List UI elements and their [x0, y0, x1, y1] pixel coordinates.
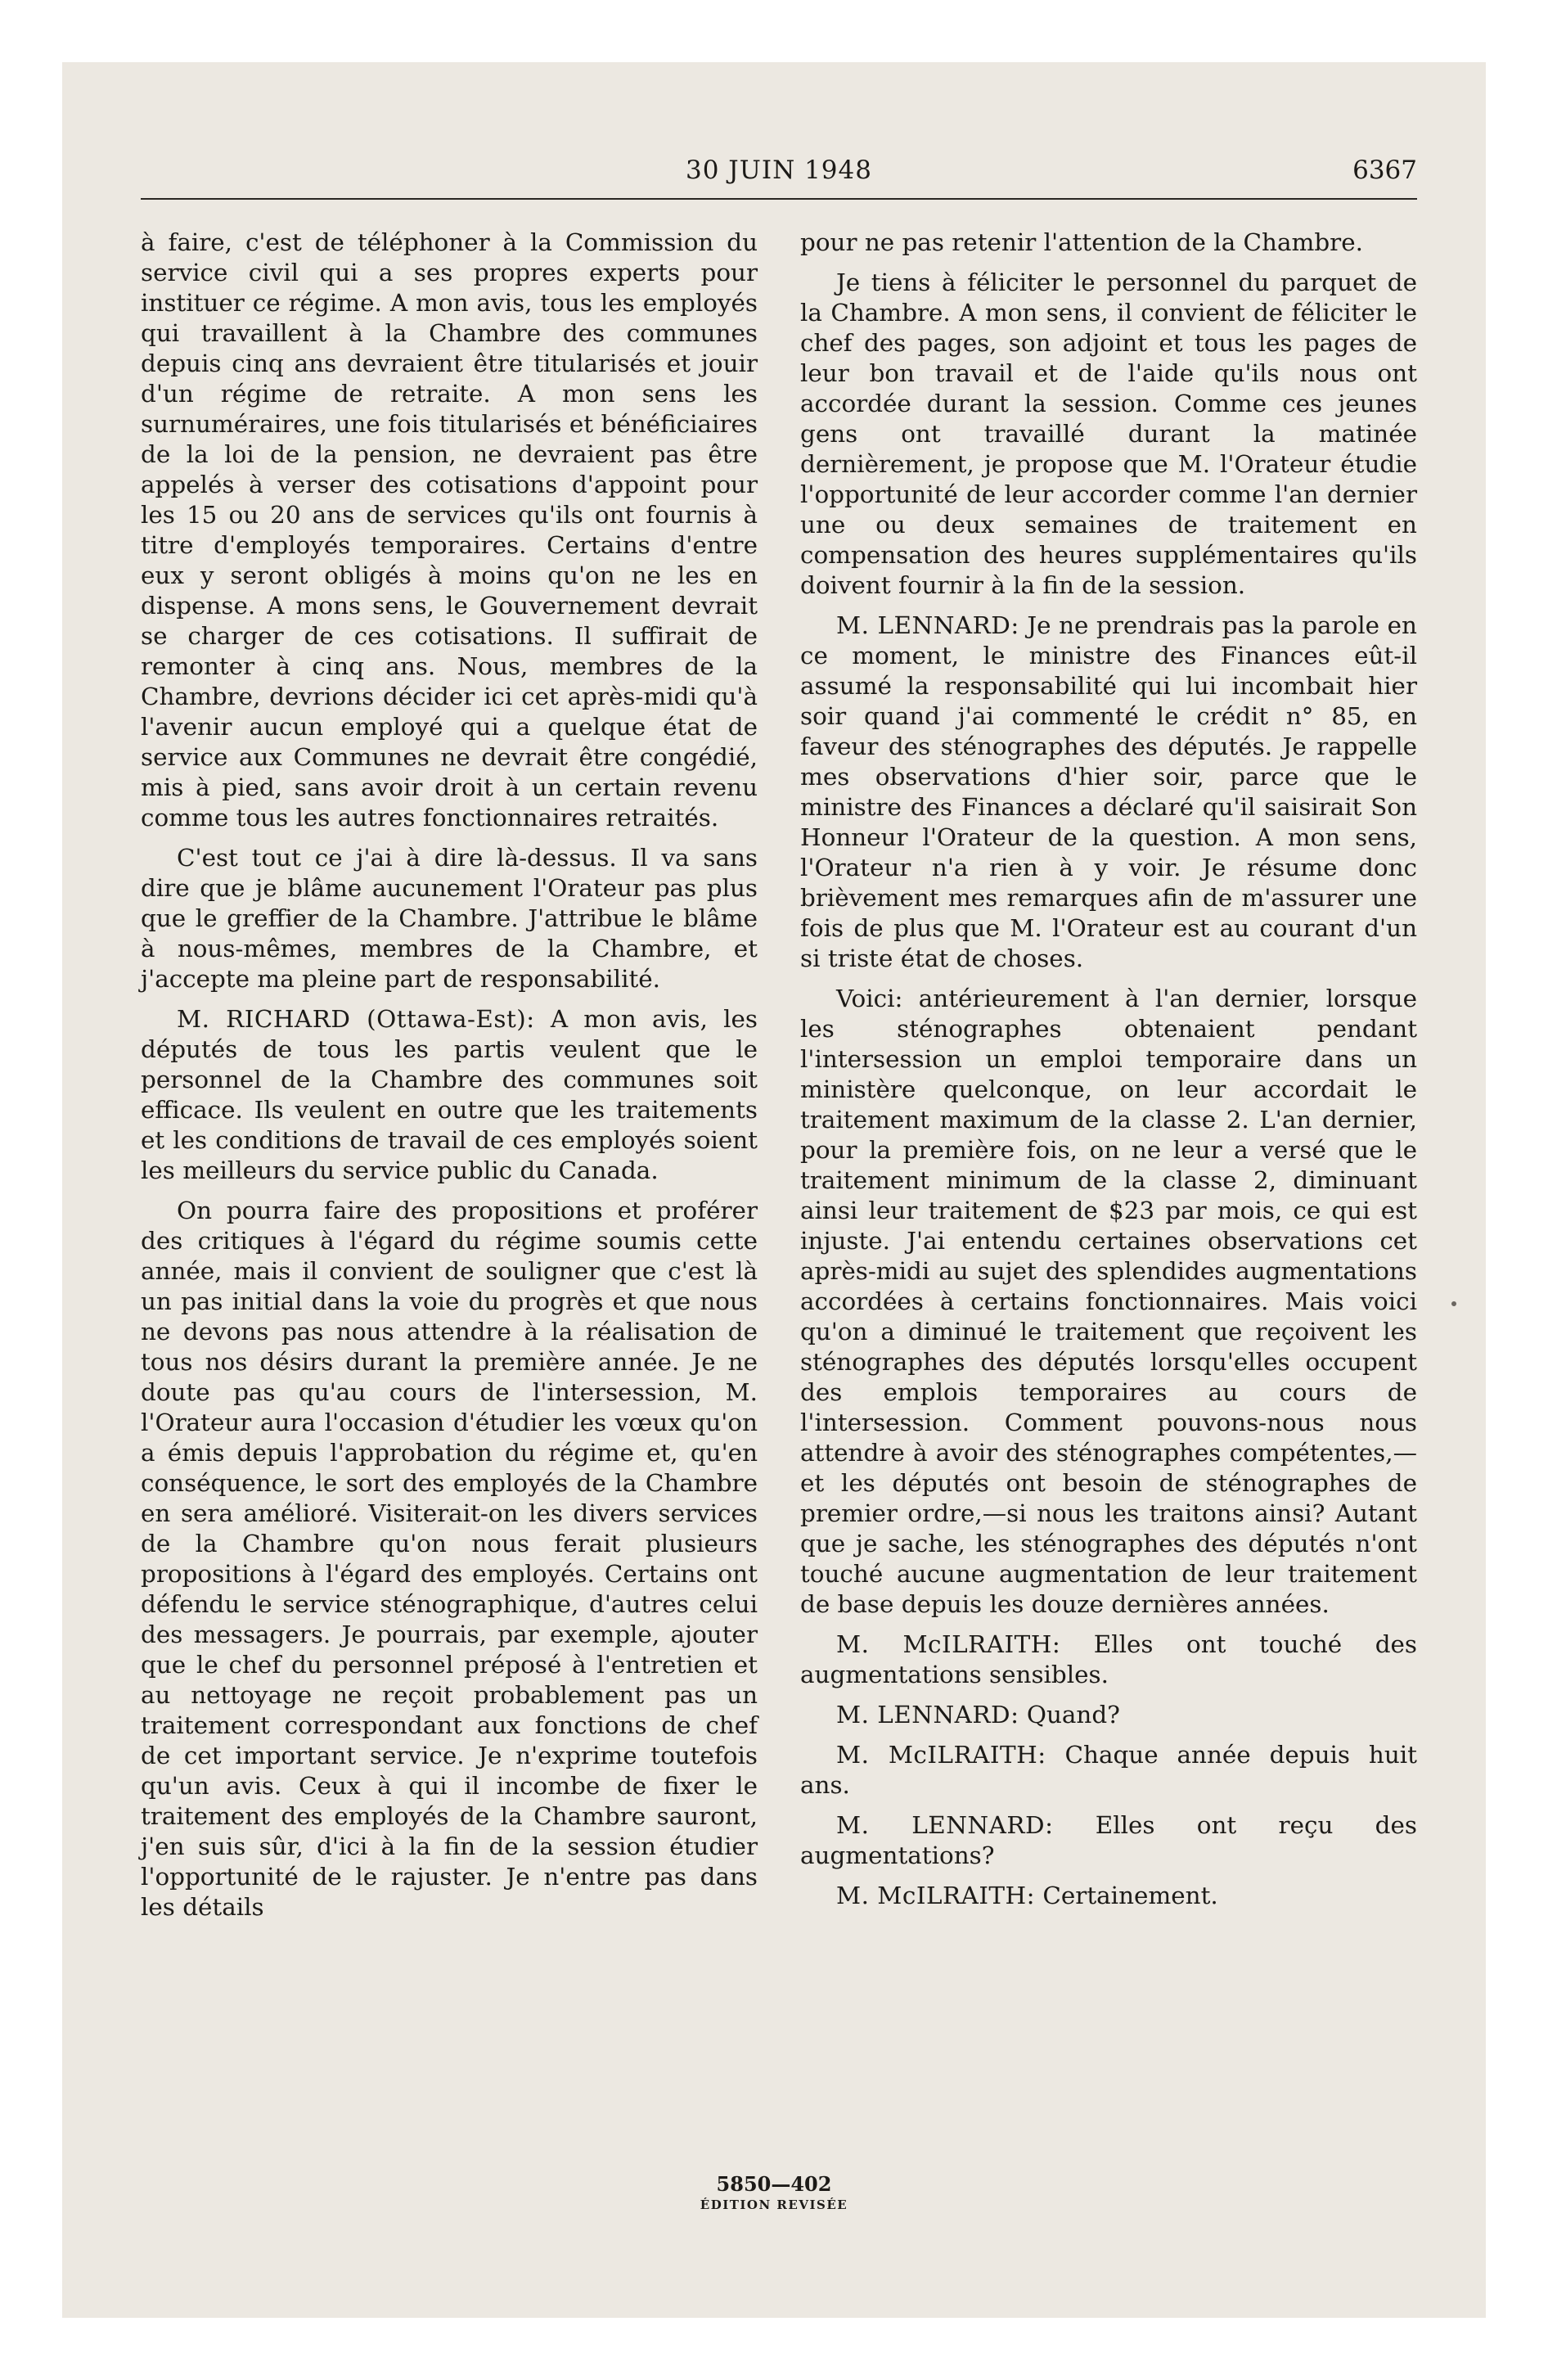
paragraph [800, 984, 1417, 1620]
speaker: M. RICHARD (Ottawa-Est): [177, 1005, 535, 1033]
speaker: M. LENNARD: [836, 1701, 1019, 1729]
paragraph-text: Je tiens à féliciter le personnel du parquet de la Chambre. A mon sens, il convient de féliciter le chef des pages, son adjoint et tous les pages de leur bon travail et de l'aide qu'ils nous ont accordée durant la session. Comme ces jeunes gens ont travaillé durant la matinée dernièrement, je propose que M. l'Orateur étudie l'opportunité de leur accorder comme l'an dernier une ou deux semaines de traitement en compensation des heures supplémentaires qu'ils doivent fournir à la fin de la session. [800, 268, 1417, 599]
paragraph [141, 228, 758, 833]
paragraph-text: Elles ont reçu des augmentations? [800, 1811, 1417, 1869]
paragraph-text: Elles ont touché des augmentations sensibles. [800, 1630, 1418, 1688]
margin-mark [1451, 1301, 1456, 1306]
paragraph [141, 1196, 758, 1922]
paragraph-text: Chaque année depuis huit ans. [800, 1741, 1417, 1799]
paragraph [800, 1700, 1417, 1730]
paragraph-text: Voici: antérieurement à l'an dernier, lorsque les sténographes obtenaient pendant l'intersession un emploi temporaire dans un ministère quelconque, on leur accordait le traitement maximum de la classe 2. L'an dernier, pour la première fois, on ne leur a versé que le traitement minimum de la classe 2, diminuant ainsi leur traitement de $23 par mois, ce qui est injuste. J'ai entendu certaines observations cet après-midi au sujet des splendides augmentations accordées à certains fonctionnaires. Mais voici qu'on a diminué le traitement que reçoivent les sténographes des députés lorsqu'elles occupent des emplois temporaires au cours de l'intersession. Comment pouvons-nous nous attendre à avoir des sténographes compétentes,—et les députés ont besoin de sténographes de premier ordre,—si nous les traitons ainsi? Autant que je sache, les sténographes des députés n'ont touché aucune augmentation de leur traitement de base depuis les douze dernières années. [800, 985, 1417, 1618]
footer-edition: ÉDITION REVISÉE [700, 2197, 848, 2212]
speaker: M. McILRAITH: [836, 1882, 1036, 1909]
paragraph-text: pour ne pas retenir l'attention de la Chambre. [800, 228, 1363, 256]
paragraph [141, 843, 758, 994]
header-date: 30 JUIN 1948 [686, 156, 872, 185]
paragraph-text: A mon avis, les députés de tous les partis veulent que le personnel de la Chambre des communes soit efficace. Ils veulent en outre que les traitements et les conditions de travail de ces employés soient les meilleurs du service public du Canada. [141, 1005, 758, 1184]
paragraph-text: On pourra faire des propositions et proférer des critiques à l'égard du régime soumis cette année, mais il convient de souligner que c'est là un pas initial dans la voie du progrès et que nous ne devons pas nous attendre à la réalisation de tous nos désirs durant la première année. Je ne doute pas qu'au cours de l'intersession, M. l'Orateur aura l'occasion d'étudier les vœux qu'on a émis depuis l'approbation du régime et, qu'en conséquence, le sort des employés de la Chambre en sera amélioré. Visiterait-on les divers services de la Chambre qu'on nous ferait plusieurs propositions à l'égard des employés. Certains ont défendu le service sténographique, d'autres celui des messagers. Je pourrais, par exemple, ajouter que le chef du personnel préposé à l'entretien et au nettoyage ne reçoit probablement pas un traitement correspondant aux fonctions de chef de cet important service. Je n'exprime toutefois qu'un avis. Ceux à qui il incombe de fixer le traitement des employés de la Chambre sauront, j'en suis sûr, d'ici à la fin de la session étudier l'opportunité de le rajuster. Je n'entre pas dans les détails [141, 1197, 758, 1921]
page-header [141, 156, 1417, 200]
paragraph [800, 1740, 1417, 1801]
paragraph-text: C'est tout ce j'ai à dire là-dessus. Il va sans dire que je blâme aucunement l'Orateur pas plus que le greffier de la Chambre. J'attribue le blâme à nous-mêmes, membres de la Chambre, et j'accepte ma pleine part de responsabilité. [141, 844, 758, 993]
page-footer [0, 2172, 1548, 2212]
paragraph [800, 228, 1417, 258]
speaker: M. McILRAITH: [836, 1630, 1061, 1658]
header-page-number: 6367 [1352, 156, 1417, 185]
paragraph [800, 1810, 1417, 1871]
paragraph-text: Certainement. [1035, 1882, 1218, 1909]
speaker: M. McILRAITH: [836, 1741, 1046, 1769]
paragraph [800, 1881, 1417, 1911]
paragraph [141, 1004, 758, 1186]
left-column [141, 228, 758, 1932]
paragraph [800, 268, 1417, 601]
speaker: M. LENNARD: [836, 1811, 1054, 1839]
paragraph [800, 1629, 1417, 1690]
paragraph-text: Quand? [1019, 1701, 1120, 1729]
paragraph-text: Je ne prendrais pas la parole en ce moment, le ministre des Finances eût-il assumé la responsabilité qui lui incombait hier soir quand j'ai commenté le crédit n° 85, en faveur des sténographes des députés. Je rappelle mes observations d'hier soir, parce que le ministre des Finances a déclaré qu'il saisirait Son Honneur l'Orateur de la question. A mon sens, l'Orateur n'a rien à y voir. Je résume donc brièvement mes remarques afin de m'assurer une fois de plus que M. l'Orateur est au courant d'un si triste état de choses. [800, 611, 1417, 972]
footer-print-code: 5850—402 [716, 2172, 832, 2196]
right-column [800, 228, 1417, 1921]
paragraph [800, 611, 1417, 974]
speaker: M. LENNARD: [836, 611, 1019, 639]
paragraph-text: à faire, c'est de téléphoner à la Commission du service civil qui a ses propres experts pour instituer ce régime. A mon avis, tous les employés qui travaillent à la Chambre des communes depuis cinq ans devraient être titularisés et jouir d'un régime de retraite. A mon sens les surnuméraires, une fois titularisés et bénéficiaires de la loi de la pension, ne devraient pas être appelés à verser des cotisations d'appoint pour les 15 ou 20 ans de services qu'ils ont fournis à titre d'employés temporaires. Certains d'entre eux y seront obligés à moins qu'on ne les en dispense. A mons sens, le Gouvernement devrait se charger de ces cotisations. Il suffirait de remonter à cinq ans. Nous, membres de la Chambre, devrions décider ici cet après-midi qu'à l'avenir aucun employé qui a quelque état de service aux Communes ne devrait être congédié, mis à pied, sans avoir droit à un certain revenu comme tous les autres fonctionnaires retraités. [141, 228, 758, 832]
